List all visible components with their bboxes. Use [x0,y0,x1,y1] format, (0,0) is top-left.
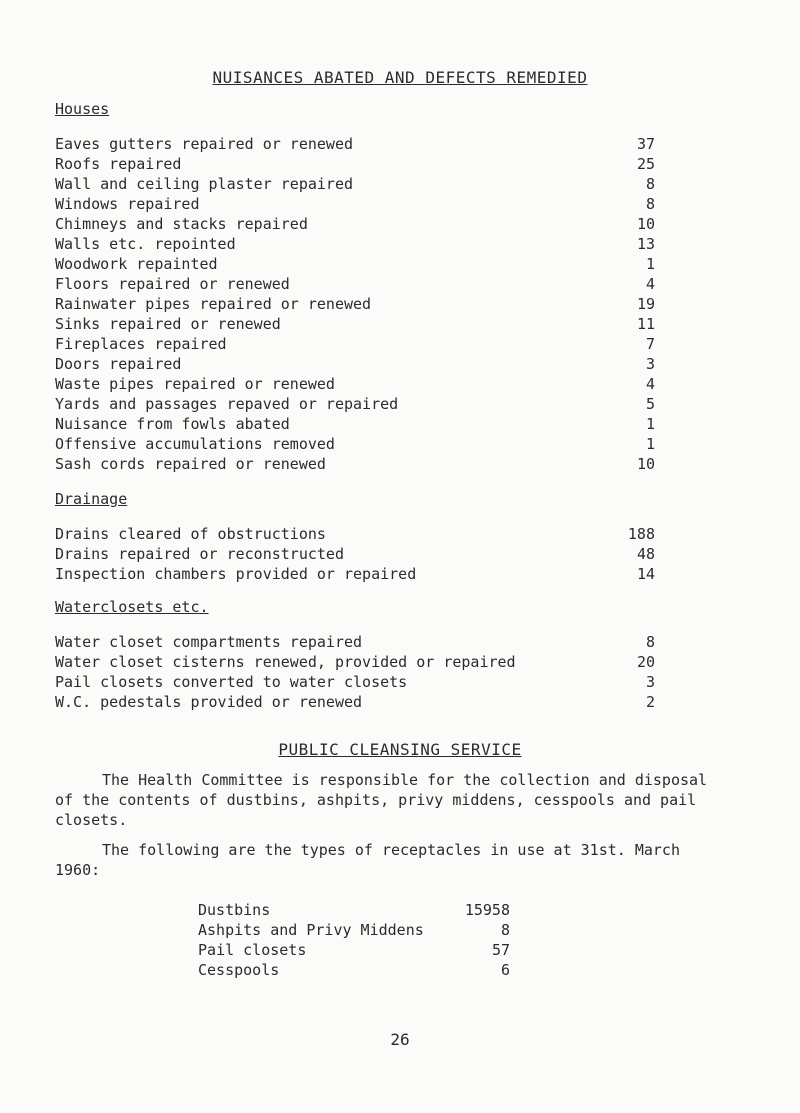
list-item: Water closet compartments repaired 8 [55,633,655,651]
list-item: Pail closets 57 [198,941,510,959]
list-item: Pail closets converted to water closets 3 [55,673,655,691]
list-item: Roofs repaired 25 [55,155,655,173]
list-item: Sash cords repaired or renewed 10 [55,455,655,473]
section-heading-drainage: Drainage [55,490,128,508]
list-item: Waste pipes repaired or renewed 4 [55,375,655,393]
section-heading-waterclosets: Waterclosets etc. [55,598,209,616]
list-item: Yards and passages repaved or repaired 5 [55,395,655,413]
list-item: Windows repaired 8 [55,195,655,213]
list-item: Inspection chambers provided or repaired 14 [55,565,655,583]
list-item: Drains repaired or reconstructed 48 [55,545,655,563]
list-item: W.C. pedestals provided or renewed 2 [55,693,655,711]
page-title: NUISANCES ABATED AND DEFECTS REMEDIED [212,68,588,87]
list-item: Fireplaces repaired 7 [55,335,655,353]
list-item: Offensive accumulations removed 1 [55,435,655,453]
section-heading-public-cleansing: PUBLIC CLEANSING SERVICE [278,740,522,759]
section-heading-houses: Houses [55,100,110,118]
list-item: Doors repaired 3 [55,355,655,373]
list-item: Nuisance from fowls abated 1 [55,415,655,433]
list-item: Drains cleared of obstructions 188 [55,525,655,543]
list-item: Chimneys and stacks repaired 10 [55,215,655,233]
list-item: Floors repaired or renewed 4 [55,275,655,293]
list-item: Cesspools 6 [198,961,510,979]
list-item: Dustbins 15958 [198,901,510,919]
paragraph-responsibility: The Health Committee is responsible for the collection and disposal of the contents of dustbins, ashpits, privy middens, cesspools and pail closets. [55,771,708,829]
list-item: Sinks repaired or renewed 11 [55,315,655,333]
list-item: Woodwork repainted 1 [55,255,655,273]
list-item: Water closet cisterns renewed, provided or repaired 20 [55,653,655,671]
list-item: Eaves gutters repaired or renewed 37 [55,135,655,153]
list-item: Ashpits and Privy Middens 8 [198,921,510,939]
paragraph-receptacles-intro: The following are the types of receptacles in use at 31st. March 1960: [55,841,680,879]
page-number: 26 [390,1030,410,1049]
list-item: Wall and ceiling plaster repaired 8 [55,175,655,193]
list-item: Rainwater pipes repaired or renewed 19 [55,295,655,313]
list-item: Walls etc. repointed 13 [55,235,655,253]
